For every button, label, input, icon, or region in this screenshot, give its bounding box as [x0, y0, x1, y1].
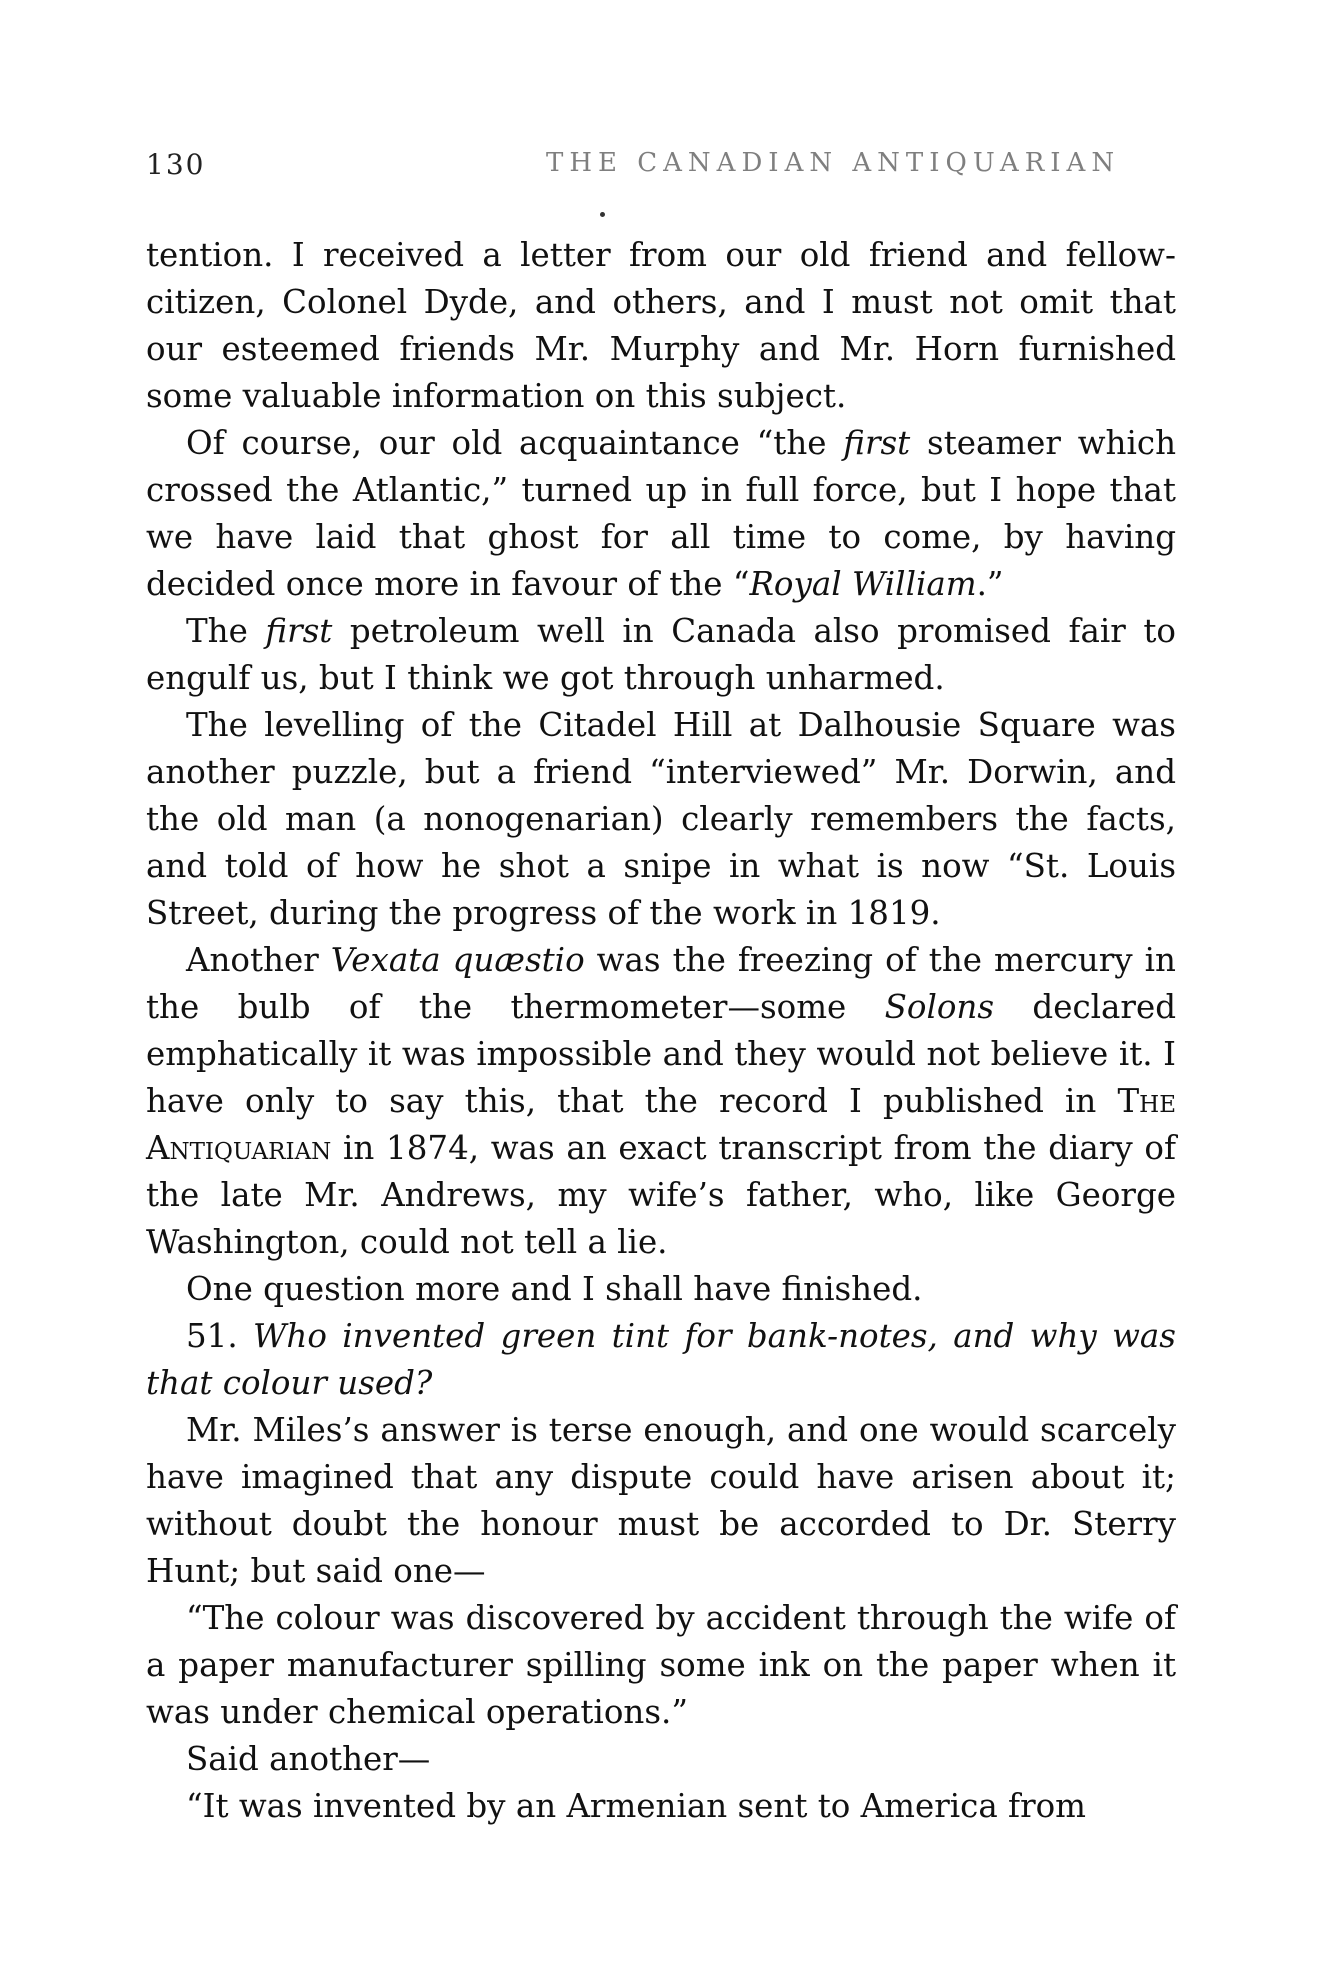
body-text [146, 232, 1176, 1830]
paragraph-8: Mr. Miles’s answer is terse enough, and one would scarcely have imagined that any dispute could have arisen about it; without doubt the honour must be accorded to Dr. Sterry Hunt; but said one— [146, 1411, 1176, 1590]
italic-text: Solons [884, 988, 995, 1026]
text-run: petroleum well in Canada also promised fair to engulf us, but I think we got through unharmed. [146, 612, 1176, 697]
paragraph-2 [146, 420, 1176, 608]
paragraph-10: Said another— [186, 1740, 431, 1778]
page-header [146, 148, 1176, 188]
italic-text: Vexata quæstio [330, 941, 585, 979]
paragraph-1: tention. I received a letter from our old friend and fellow-citizen, Colonel Dyde, and others, and I must not omit that our esteemed friends Mr. Murphy and Mr. Horn furnished some valuable information on this subject. [146, 236, 1176, 415]
italic-text: first [265, 612, 333, 650]
text-run: The [186, 612, 266, 650]
paragraph-5 [146, 937, 1176, 1266]
small-caps-text: The Antiquarian [146, 1082, 1176, 1167]
text-run: in 1874, was an exact transcript from the diary of the late Mr. Andrews, my wife’s father, who, like George Washington, could not tell a lie. [146, 1129, 1176, 1261]
text-run: Of course, our old acquaintance “the [186, 424, 844, 462]
paragraph-11: “It was invented by an Armenian sent to America from [186, 1787, 1086, 1825]
italic-text: first [843, 424, 911, 462]
question-heading [146, 1313, 1176, 1407]
paragraph-6: One question more and I shall have finished. [186, 1270, 923, 1308]
text-run: .” [976, 565, 1004, 603]
question-text: Who invented green tint for bank-notes, and why was that colour used? [146, 1317, 1176, 1402]
paragraph-9: “The colour was discovered by accident through the wife of a paper manufacturer spilling some ink on the paper when it was under chemical operations.” [146, 1599, 1176, 1731]
running-title: THE CANADIAN ANTIQUARIAN [546, 148, 1121, 178]
paragraph-3 [146, 608, 1176, 702]
text-run: Another [186, 941, 331, 979]
question-number: 51. [186, 1317, 254, 1355]
paragraph-4: The levelling of the Citadel Hill at Dalhousie Square was another puzzle, but a friend “interviewed” Mr. Dorwin, and the old man (a nonogenarian) clearly remembers the facts, and told of how he shot a snipe in what is now “St. Louis Street, during the progress of the work in 1819. [146, 706, 1176, 932]
italic-text: Royal William [749, 565, 977, 603]
text-run: steamer which crossed the Atlantic,” turned up in full force, but I hope that we have laid that ghost for all time to come, by having decided once more in favour of the “ [146, 424, 1176, 603]
text-run: declared emphatically it was impossible and they would not believe it. I have only to say this, that the record I published in [146, 988, 1176, 1120]
text-run: was the freezing of the mercury in the bulb of the thermometer—some [146, 941, 1176, 1026]
page-number: 130 [146, 148, 206, 181]
header-dot [600, 212, 605, 217]
